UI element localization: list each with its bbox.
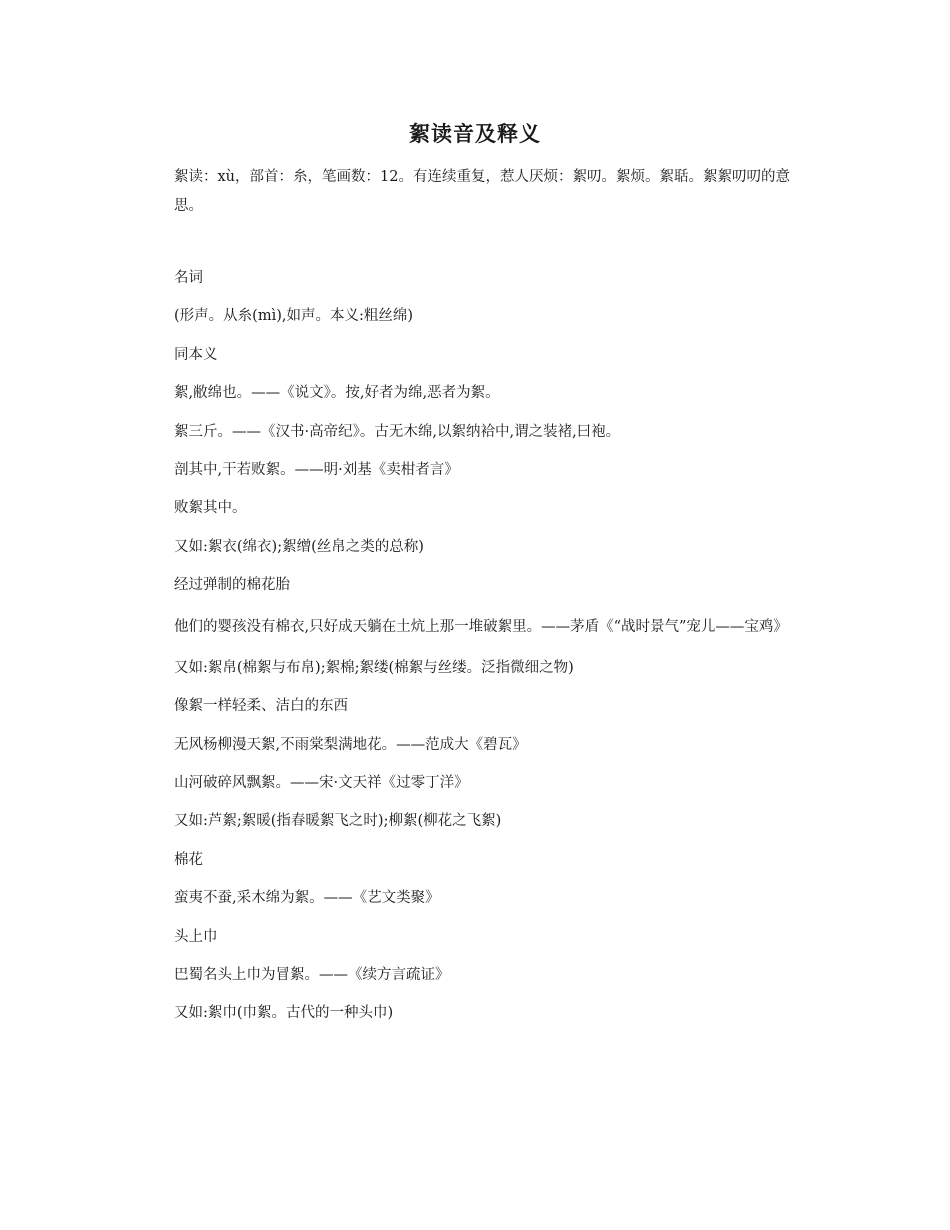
definition-line: 絮,敝绵也。——《说文》。按,好者为绵,恶者为絮。 [174,385,500,402]
definition-line: 他们的婴孩没有棉衣,只好成天躺在土炕上那一堆破絮里。——茅盾《“战时景气”宠儿——宝鸡》 [174,618,788,635]
intro-paragraph: 絮读：xù，部首：糸，笔画数：12。有连续重复，惹人厌烦：絮叨。絮烦。絮聒。絮絮叨叨的意思。 [174,169,790,214]
definition-line: 同本义 [174,346,218,363]
definition-line: 蛮夷不蚕,采木绵为絮。——《艺文类聚》 [174,890,440,907]
page-title: 絮读音及释义 [409,121,541,146]
definition-line: 又如:絮帛(棉絮与布帛);絮棉;絮缕(棉絮与丝缕。泛指微细之物) [174,659,574,676]
definition-line: 无风杨柳漫天絮,不雨棠梨满地花。——范成大《碧瓦》 [174,736,527,753]
definition-line: 名词 [174,270,203,286]
definition-line: 巴蜀名头上巾为冒絮。——《续方言疏证》 [174,967,450,984]
definition-line: 头上巾 [174,928,218,945]
definition-line: 絮三斤。——《汉书·高帝纪》。古无木绵,以絮纳袷中,谓之装褚,曰袍。 [174,423,621,440]
definition-line: 又如:芦絮;絮暖(指春暖絮飞之时);柳絮(柳花之飞絮) [174,813,502,830]
definition-line: (形声。从糸(mì),如声。本义:粗丝绵) [174,308,414,325]
definition-list [174,268,804,1042]
definition-line: 又如:絮衣(绵衣);絮缯(丝帛之类的总称) [174,538,424,555]
definition-line: 像絮一样轻柔、洁白的东西 [174,698,348,715]
definition-line: 又如:絮巾(巾絮。古代的一种头巾) [174,1005,394,1022]
definition-line: 经过弹制的棉花胎 [174,577,290,594]
definition-line: 山河破碎风飘絮。——宋·文天祥《过零丁洋》 [174,775,469,792]
definition-line: 剖其中,干若败絮。——明·刘基《卖柑者言》 [174,461,459,478]
definition-line: 败絮其中。 [174,500,247,517]
definition-line: 棉花 [174,851,203,868]
